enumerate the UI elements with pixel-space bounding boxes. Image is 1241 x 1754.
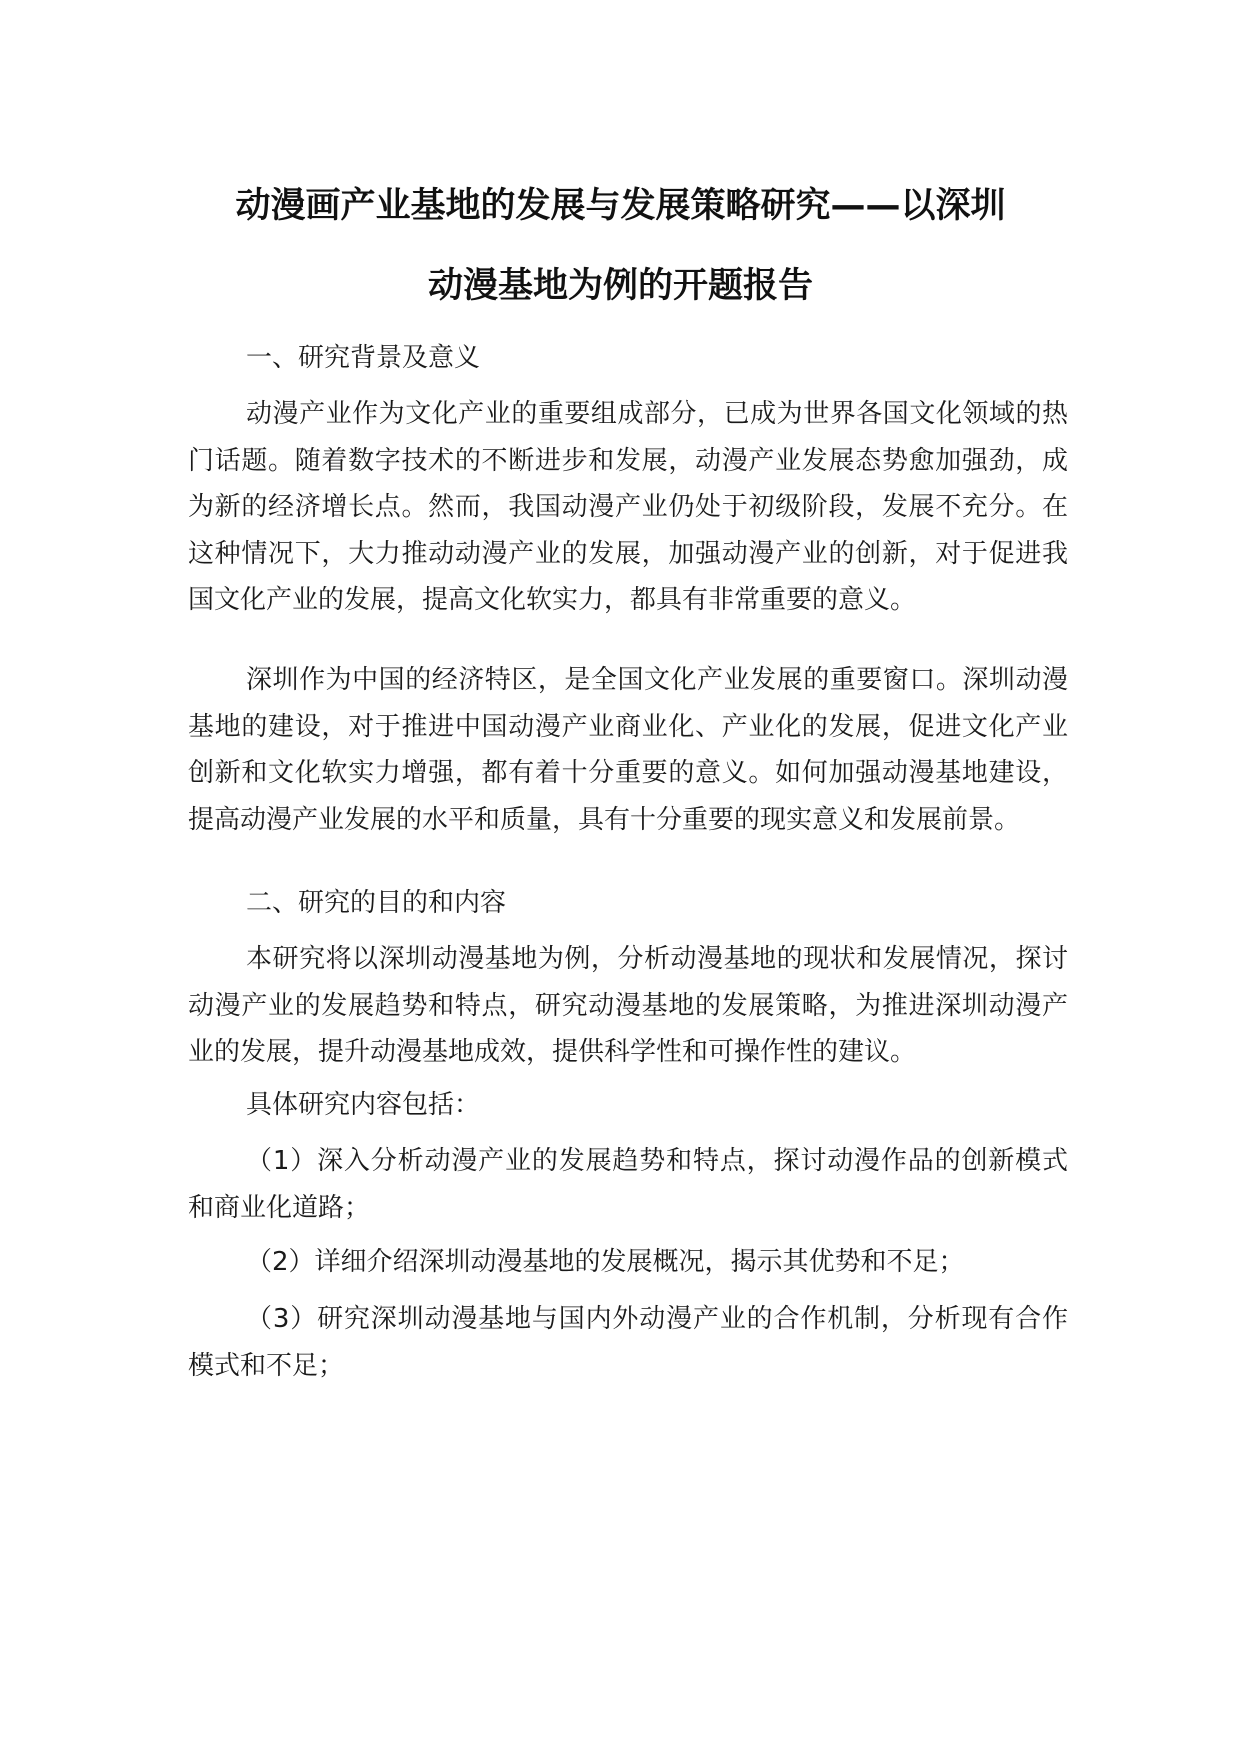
list-item-3: （3）研究深圳动漫基地与国内外动漫产业的合作机制，分析现有合作模式和不足； [188, 1304, 1068, 1381]
list-item-2: （2）详细介绍深圳动漫基地的发展概况，揭示其优势和不足； [246, 1247, 965, 1277]
paragraph-contents-intro: 具体研究内容包括： [246, 1090, 481, 1120]
document-title-line-2: 动漫基地为例的开题报告 [427, 266, 813, 306]
section-heading-purpose: 二、研究的目的和内容 [246, 888, 507, 918]
paragraph-purpose-1: 本研究将以深圳动漫基地为例，分析动漫基地的现状和发展情况，探讨动漫产业的发展趋势和特点，研究动漫基地的发展策略，为推进深圳动漫产业的发展，提升动漫基地成效，提供科学性和可操作性的建议。 [188, 944, 1068, 1067]
document-title-line-1: 动漫画产业基地的发展与发展策略研究——以深圳 [235, 186, 1006, 226]
section-heading-background: 一、研究背景及意义 [246, 343, 481, 373]
list-item-1: （1）深入分析动漫产业的发展趋势和特点，探讨动漫作品的创新模式和商业化道路； [188, 1146, 1068, 1223]
paragraph-background-2: 深圳作为中国的经济特区，是全国文化产业发展的重要窗口。深圳动漫基地的建设，对于推进中国动漫产业商业化、产业化的发展，促进文化产业创新和文化软实力增强，都有着十分重要的意义。如何加强动漫基地建设，提高动漫产业发展的水平和质量，具有十分重要的现实意义和发展前景。 [188, 665, 1068, 835]
paragraph-background-1: 动漫产业作为文化产业的重要组成部分，已成为世界各国文化领域的热门话题。随着数字技术的不断进步和发展，动漫产业发展态势愈加强劲，成为新的经济增长点。然而，我国动漫产业仍处于初级阶段，发展不充分。在这种情况下，大力推动动漫产业的发展，加强动漫产业的创新，对于促进我国文化产业的发展，提高文化软实力，都具有非常重要的意义。 [188, 399, 1068, 615]
